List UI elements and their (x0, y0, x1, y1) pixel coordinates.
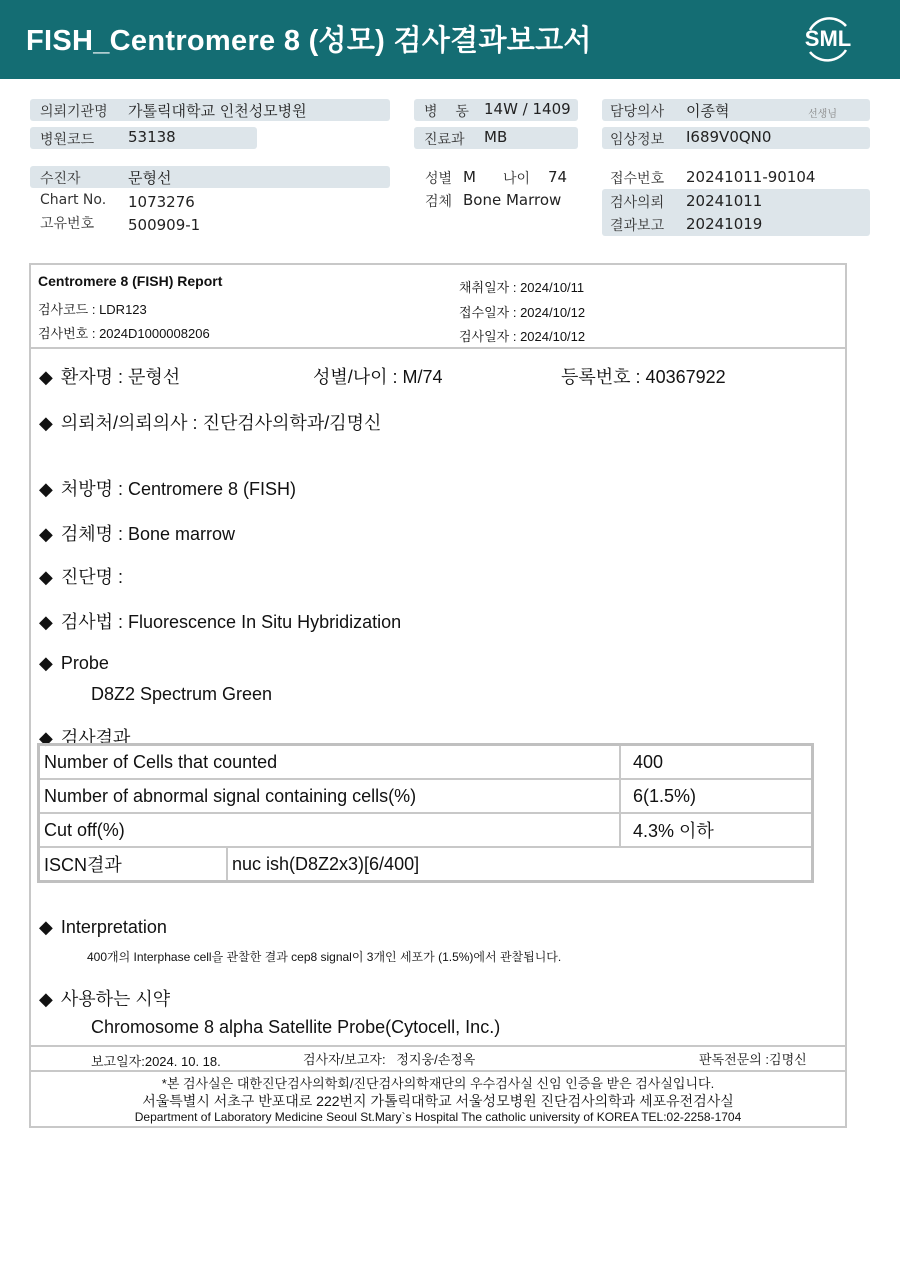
clinical-value: I689V0QN0 (686, 128, 772, 146)
page-title: FISH_Centromere 8 (성모) 검사결과보고서 (26, 25, 592, 57)
interpretation-text: 400개의 Interphase cell을 관찰한 결과 cep8 signal이 3개인 세포가 (1.5%)에서 관찰됩니다. (87, 950, 562, 964)
diamond-icon: ◆ (39, 479, 53, 499)
ward-label: 병 동 (424, 104, 469, 120)
result-date-label: 결과보고 (610, 218, 665, 234)
age-label: 나이 (503, 171, 531, 187)
table-row (39, 779, 813, 813)
diamond-icon: ◆ (39, 413, 53, 433)
diamond-icon: ◆ (39, 989, 53, 1009)
specimen-line: ◆ 검체명 : Bone marrow (39, 524, 236, 544)
patient-value: 문형선 (128, 169, 172, 187)
hospital-code-value: 53138 (128, 128, 176, 146)
unique-value: 500909-1 (128, 216, 201, 234)
diamond-icon: ◆ (39, 524, 53, 544)
test-code: 검사코드 : LDR123 (38, 302, 147, 317)
request-value: 20241011 (686, 192, 763, 210)
patient-label: 수진자 (40, 171, 81, 187)
diamond-icon: ◆ (39, 612, 53, 632)
iscn-label: ISCN결과 (39, 847, 228, 882)
diamond-icon: ◆ (39, 728, 53, 748)
tested-date: 검사일자 : 2024/10/12 (459, 329, 586, 344)
doctor-label: 담당의사 (610, 104, 665, 120)
table-row (39, 745, 813, 780)
iscn-value: nuc ish(D8Z2x3)[6/400] (227, 847, 813, 882)
registration-line: 등록번호 : 40367922 (561, 367, 726, 387)
chart-value: 1073276 (128, 193, 195, 211)
method-line: ◆ 검사법 : Fluorescence In Situ Hybridization (39, 612, 402, 632)
reagent-value: Chromosome 8 alpha Satellite Probe(Cytocell, Inc.) (91, 1017, 501, 1037)
probe-value: D8Z2 Spectrum Green (91, 684, 273, 704)
reader-line: 판독전문의 :김명신 (699, 1052, 807, 1067)
diagnosis-line: ◆ 진단명 : (39, 567, 124, 587)
result-value: 4.3% 이하 (620, 813, 813, 847)
result-date-value: 20241019 (686, 215, 763, 233)
diamond-icon: ◆ (39, 917, 53, 937)
sex-label: 성별 (425, 171, 453, 187)
result-table (37, 743, 814, 883)
report-header (31, 265, 845, 349)
prescription-line: ◆ 처방명 : Centromere 8 (FISH) (39, 479, 297, 499)
result-value: 6(1.5%) (620, 779, 813, 813)
report-date: 보고일자:2024. 10. 18. (91, 1054, 221, 1069)
table-row (39, 813, 813, 847)
institution-value: 가톨릭대학교 인천성모병원 (128, 102, 307, 120)
logo-text: SML (804, 26, 852, 51)
interpretation-heading: ◆ Interpretation (39, 917, 167, 937)
table-row (39, 847, 813, 882)
test-number: 검사번호 : 2024D1000008206 (38, 326, 210, 341)
address-line: 서울특별시 서초구 반포대로 222번지 가톨릭대학교 서울성모병원 진단검사의학과 세포유전검사실 (142, 1093, 734, 1109)
dept-label: 진료과 (424, 132, 465, 148)
sex-age-line: 성별/나이 : M/74 (313, 367, 443, 387)
certification-note: *본 검사실은 대한진단검사의학회/진단검사의학재단의 우수검사실 신임 인증을 받은 검사실입니다. (161, 1076, 715, 1091)
header-bar (0, 0, 900, 79)
footer-divider (31, 1045, 845, 1047)
probe-heading: ◆ Probe (39, 653, 109, 673)
diamond-icon: ◆ (39, 567, 53, 587)
age-value: 74 (548, 168, 568, 186)
result-label: Number of Cells that counted (39, 745, 621, 780)
chart-label: Chart No. (40, 192, 107, 208)
institution-label: 의뢰기관명 (40, 104, 108, 120)
report-panel (29, 263, 847, 1128)
report-title: Centromere 8 (FISH) Report (38, 273, 223, 289)
clinical-label: 임상정보 (610, 132, 665, 148)
specimen-value: Bone Marrow (463, 191, 562, 209)
received-date: 접수일자 : 2024/10/12 (459, 305, 586, 320)
sex-value: M (463, 168, 476, 186)
receipt-label: 접수번호 (610, 171, 665, 187)
dept-value: MB (484, 128, 508, 146)
patient-line: ◆ 환자명 : 문형선 (39, 367, 181, 387)
result-value: 400 (620, 745, 813, 780)
request-label: 검사의뢰 (610, 195, 665, 211)
result-label: Number of abnormal signal containing cells(%) (39, 779, 621, 813)
tester-line: 검사자/보고자: 정지웅/손정옥 (303, 1052, 476, 1067)
sml-logo (800, 12, 856, 66)
doctor-value: 이종혁 (686, 102, 730, 120)
result-label: Cut off(%) (39, 813, 621, 847)
receipt-value: 20241011-90104 (686, 168, 816, 186)
footer-divider (31, 1070, 845, 1072)
ward-value: 14W / 1409 (484, 100, 571, 118)
hospital-code-label: 병원코드 (40, 132, 95, 148)
result-heading: ◆ 검사결과 (39, 728, 131, 748)
department-line: Department of Laboratory Medicine Seoul St.Mary`s Hospital The catholic university of KOREA TEL:02-2258-1704 (134, 1110, 742, 1124)
diamond-icon: ◆ (39, 367, 53, 387)
unique-label: 고유번호 (40, 216, 95, 232)
specimen-label: 검체 (425, 194, 453, 210)
doctor-suffix: 선생님 (808, 109, 837, 120)
requester-line: ◆ 의뢰처/의뢰의사 : 진단검사의학과/김명신 (39, 413, 382, 433)
patient-box (30, 166, 390, 188)
diamond-icon: ◆ (39, 653, 53, 673)
reagent-heading: ◆ 사용하는 시약 (39, 989, 171, 1009)
collected-date: 채취일자 : 2024/10/11 (459, 280, 585, 295)
